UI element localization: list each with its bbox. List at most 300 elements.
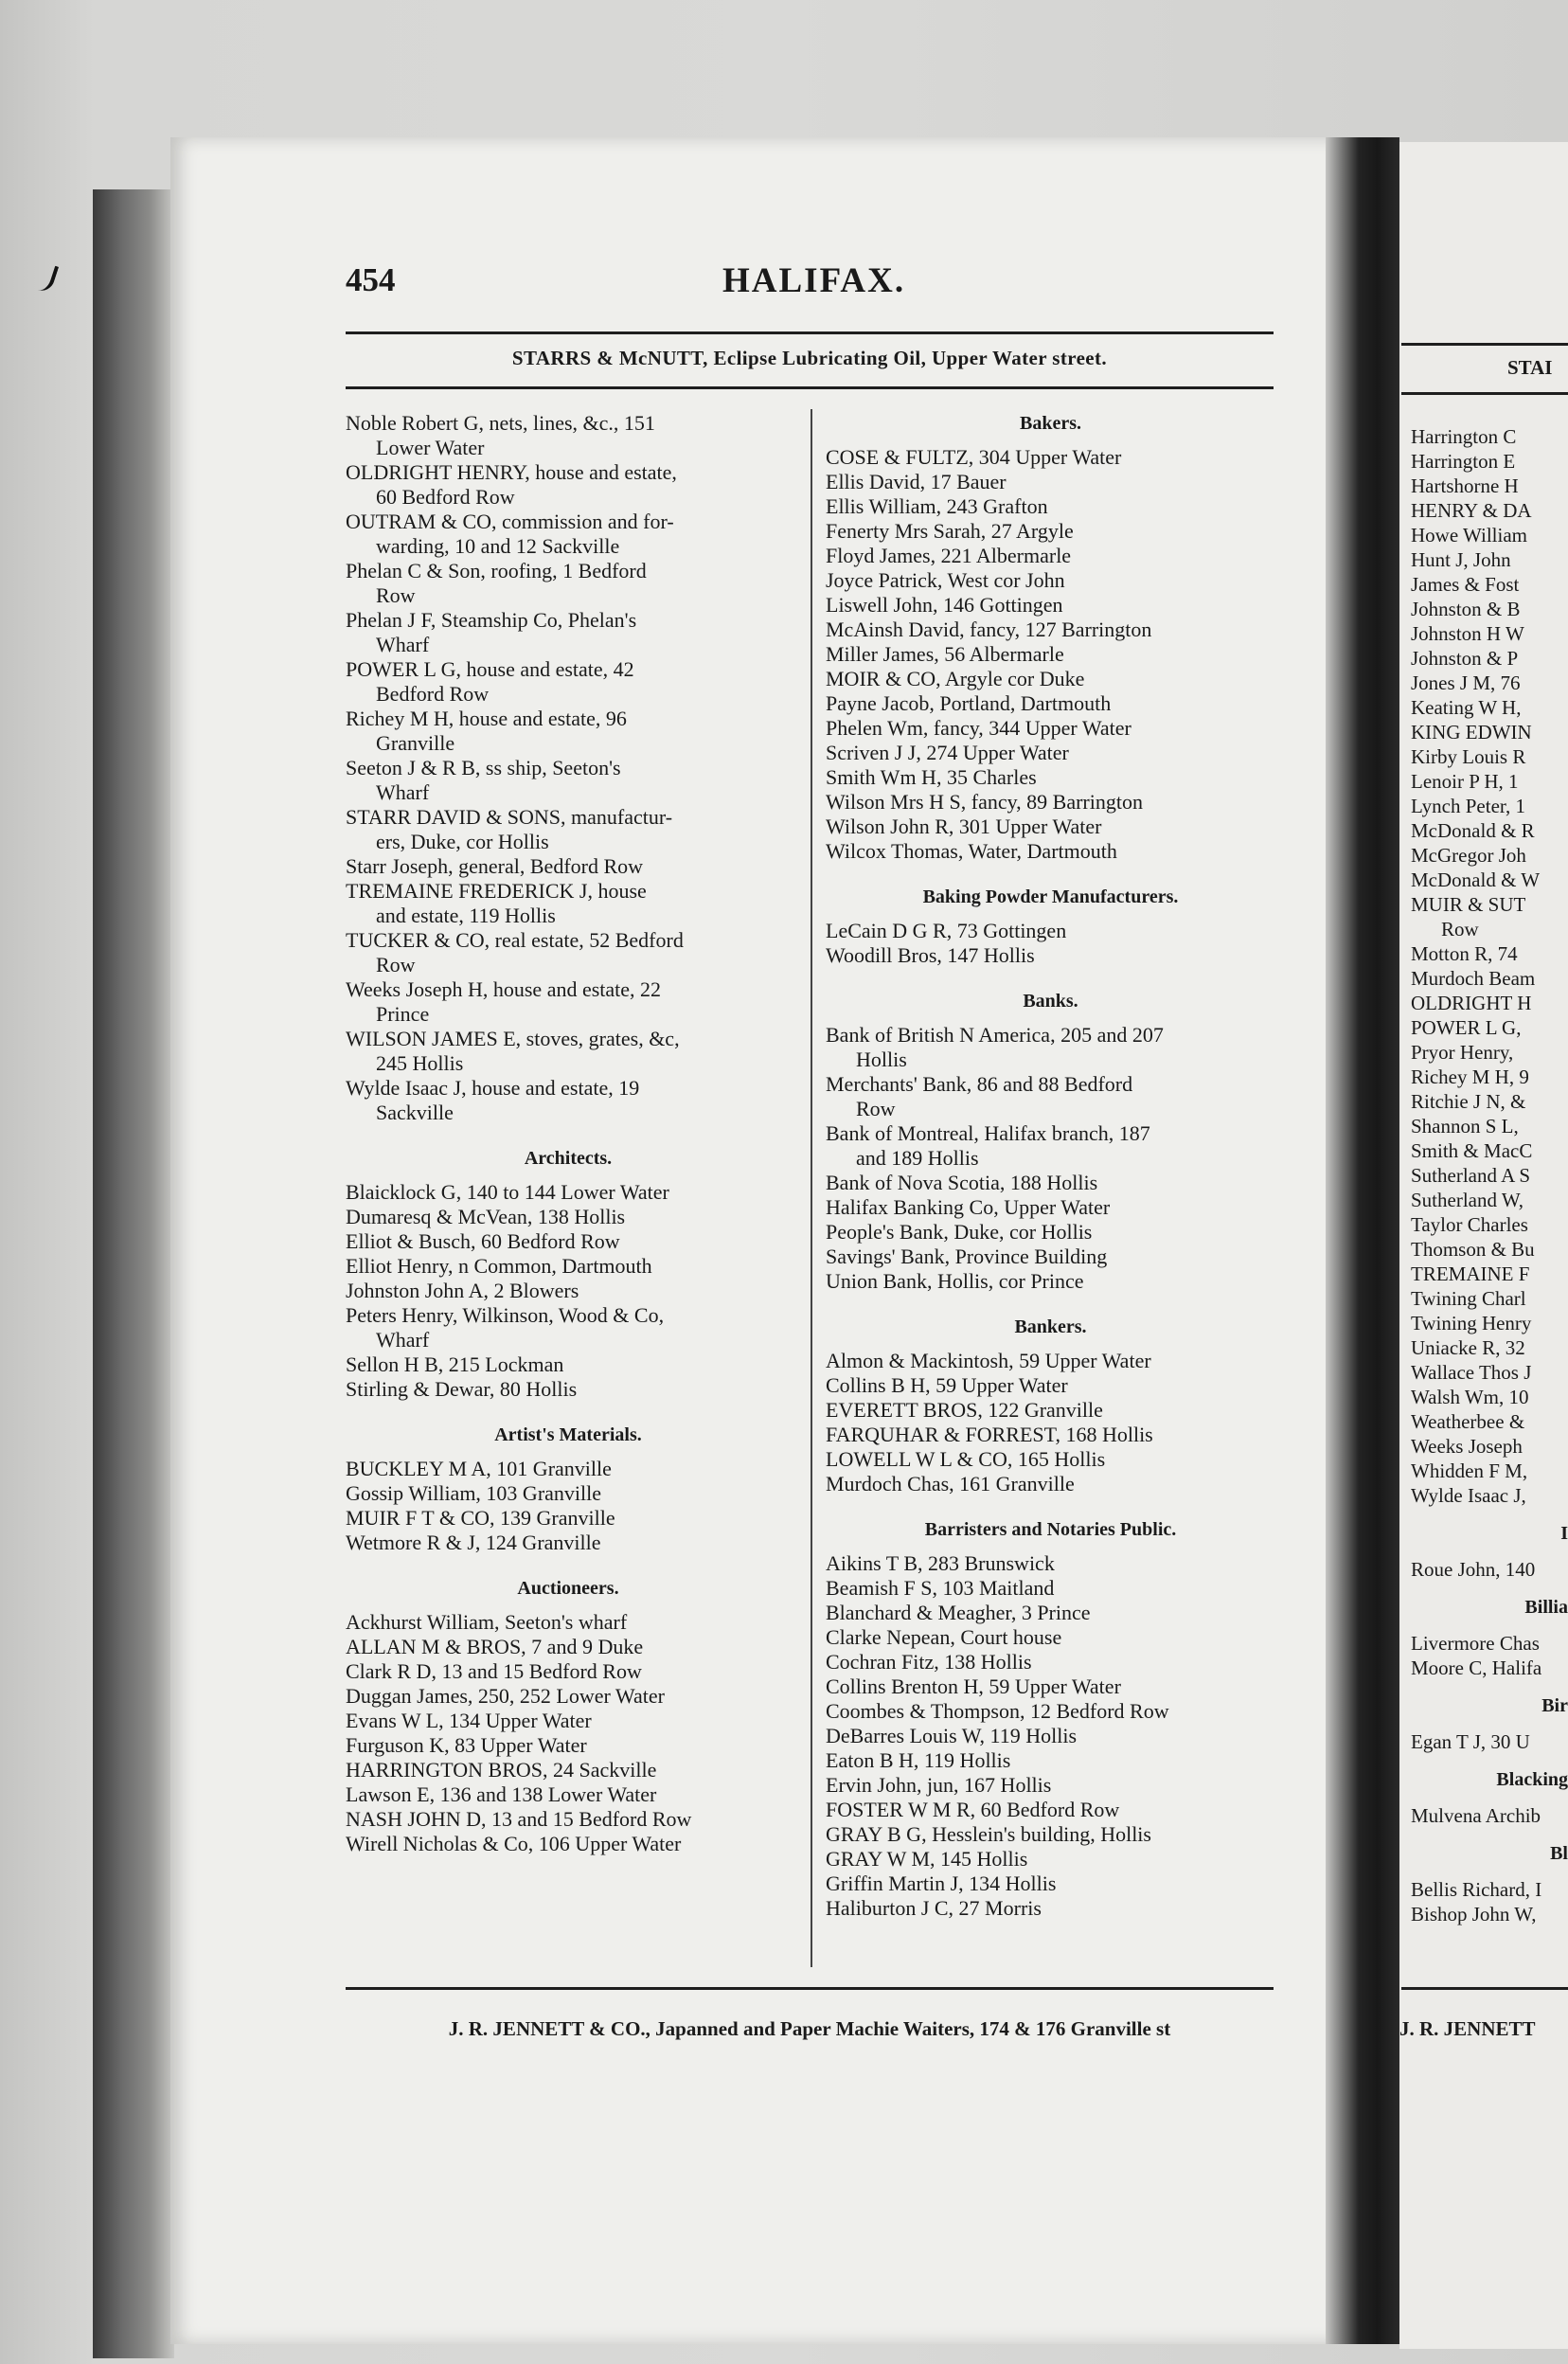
entry-line: Johnston & P [1411,647,1519,670]
directory-entry [826,1551,1275,1576]
entry-line: DeBarres Louis W, 119 Hollis [826,1724,1077,1747]
section-heading: Billia [1524,1597,1568,1618]
directory-entry [826,1822,1275,1847]
directory-entry [826,1423,1275,1447]
entry-line: WILSON JAMES E, stoves, grates, &c, [346,1027,680,1050]
section-heading: Banks. [1023,991,1078,1012]
entry-line: Aikins T B, 283 Brunswick [826,1551,1055,1575]
directory-entry [346,977,791,1027]
entry-line: Richey M H, house and estate, 96 [346,707,627,730]
directory-entry [346,1377,791,1402]
advertising-footer: J. R. JENNETT & CO., Japanned and Paper Machie Waiters, 174 & 176 Granville st [448,2017,1171,2040]
entry-line: Richey M H, 9 [1411,1066,1529,1088]
entry-line: STARR DAVID & SONS, manufactur- [346,805,673,829]
directory-entry [346,1254,791,1279]
directory-entry [1411,695,1568,720]
directory-entry [346,1027,791,1076]
directory-entry [826,716,1275,741]
entry-line: Ackhurst William, Seeton's wharf [346,1610,628,1634]
directory-entry [1411,1262,1568,1286]
directory-entry [826,1798,1275,1822]
directory-entry [826,1699,1275,1724]
entry-line: Johnston H W [1411,622,1524,645]
directory-entry [1411,744,1568,769]
directory-entry [826,741,1275,765]
directory-entry [1411,1114,1568,1138]
directory-entry [826,568,1275,593]
directory-entry [1411,892,1568,941]
entry-line: Murdoch Beam [1411,967,1536,990]
entry-line: Taylor Charles [1411,1213,1528,1236]
directory-entry [826,1576,1275,1601]
directory-entry [346,1531,791,1555]
directory-entry [346,1709,791,1733]
entry-line: Gossip William, 103 Granville [346,1481,602,1505]
directory-entry [1411,1138,1568,1163]
directory-entry [346,559,791,608]
directory-entry [826,1674,1275,1699]
entry-line: Mulvena Archib [1411,1804,1541,1827]
directory-entry [346,1076,791,1125]
right-page-column [1411,424,1568,1926]
entry-line: KING EDWIN [1411,721,1532,743]
section-heading: Barristers and Notaries Public. [924,1519,1177,1540]
entry-line: Eaton B H, 119 Hollis [826,1748,1011,1772]
entry-line: Cochran Fitz, 138 Hollis [826,1650,1032,1674]
directory-entry [1411,1385,1568,1409]
directory-entry [826,691,1275,716]
right-page-footer: J. R. JENNETT [1399,2017,1536,2040]
directory-entry [1411,1409,1568,1434]
entry-line: Bishop John W, [1411,1903,1537,1925]
section-heading: I [1560,1523,1568,1544]
directory-entry [346,1733,791,1758]
entry-line: Harrington C [1411,425,1517,448]
entry-line: Shannon S L, [1411,1115,1519,1137]
entry-line: McDonald & R [1411,819,1535,842]
section-heading: Blacking [1496,1769,1568,1790]
directory-entry [826,1072,1275,1121]
entry-line: MUIR F T & CO, 139 Granville [346,1506,615,1530]
directory-entry [826,445,1275,470]
directory-entry [826,1121,1275,1171]
section-heading: Bir [1541,1695,1568,1716]
directory-entry [1411,671,1568,695]
entry-line: Bellis Richard, I [1411,1878,1542,1901]
entry-line: Payne Jacob, Portland, Dartmouth [826,691,1112,715]
directory-entry [346,1807,791,1832]
directory-entry [1411,572,1568,597]
entry-line: GRAY B G, Hesslein's building, Hollis [826,1822,1151,1846]
middle-column [826,411,1275,1921]
directory-entry [346,707,791,756]
entry-line: Lawson E, 136 and 138 Lower Water [346,1782,657,1806]
entry-line: Stirling & Dewar, 80 Hollis [346,1377,578,1401]
entry-line: Hunt J, John [1411,548,1511,571]
entry-continuation: 60 Bedford Row [376,485,515,509]
entry-line: Roue John, 140 [1411,1558,1536,1581]
directory-entry [1411,1483,1568,1508]
entry-line: Uniacke R, 32 [1411,1336,1525,1359]
directory-entry [826,1447,1275,1472]
entry-line: McGregor Joh [1411,844,1526,867]
entry-line: GRAY W M, 145 Hollis [826,1847,1028,1871]
right-banner-rule-top [1401,343,1568,346]
entry-line: Phelan C & Son, roofing, 1 Bedford [346,559,647,582]
entry-continuation: Wharf [376,1328,430,1352]
directory-entry [1411,1286,1568,1311]
directory-entry [1411,1089,1568,1114]
entry-line: Wirell Nicholas & Co, 106 Upper Water [346,1832,682,1855]
directory-entry [826,790,1275,815]
entry-line: Ellis William, 243 Grafton [826,494,1048,518]
directory-entry [826,1349,1275,1373]
directory-entry [826,494,1275,519]
entry-continuation: 245 Hollis [376,1051,464,1075]
directory-entry [346,1457,791,1481]
directory-entry [826,519,1275,544]
directory-entry [1411,1459,1568,1483]
entry-line: Starr Joseph, general, Bedford Row [346,854,644,878]
directory-entry [1411,1729,1568,1754]
book-spine [93,189,174,2358]
entry-line: Clark R D, 13 and 15 Bedford Row [346,1659,642,1683]
entry-continuation: Prince [376,1002,430,1026]
directory-entry [1411,498,1568,523]
entry-line: Beamish F S, 103 Maitland [826,1576,1055,1600]
directory-entry [346,1684,791,1709]
directory-entry [346,1205,791,1229]
directory-entry [826,1773,1275,1798]
entry-line: Wilcox Thomas, Water, Dartmouth [826,839,1117,863]
directory-entry [826,943,1275,968]
directory-entry [346,1758,791,1782]
section-heading: Bl [1550,1843,1568,1864]
entry-line: Elliot Henry, n Common, Dartmouth [346,1254,652,1278]
entry-line: Wetmore R & J, 124 Granville [346,1531,601,1554]
entry-line: Floyd James, 221 Albermarle [826,544,1072,567]
entry-line: Walsh Wm, 10 [1411,1386,1529,1408]
entry-line: Collins B H, 59 Upper Water [826,1373,1068,1397]
directory-entry [1411,1557,1568,1582]
entry-continuation: Wharf [376,633,430,656]
entry-continuation: Sackville [376,1101,454,1124]
directory-entry [346,657,791,707]
entry-line: Twining Henry [1411,1312,1532,1334]
directory-entry [1411,941,1568,966]
directory-entry [1411,818,1568,843]
entry-line: Blanchard & Meagher, 3 Prince [826,1601,1091,1624]
right-banner-rule-bottom [1401,392,1568,395]
entry-line: Wylde Isaac J, [1411,1484,1526,1507]
directory-entry [826,1872,1275,1896]
directory-entry [1411,1040,1568,1065]
entry-line: Phelan J F, Steamship Co, Phelan's [346,608,637,632]
directory-entry [1411,1434,1568,1459]
directory-entry [1411,597,1568,621]
directory-entry [346,1635,791,1659]
entry-line: EVERETT BROS, 122 Granville [826,1398,1103,1422]
entry-line: MUIR & SUT [1411,893,1526,916]
section-heading: Architects. [524,1148,613,1169]
directory-entry [826,1269,1275,1294]
entry-line: Wylde Isaac J, house and estate, 19 [346,1076,640,1100]
directory-entry [1411,1803,1568,1828]
directory-entry [346,1229,791,1254]
entry-continuation: Row [376,953,416,976]
entry-line: Lynch Peter, 1 [1411,795,1526,817]
directory-entry [826,919,1275,943]
entry-line: OLDRIGHT H [1411,992,1532,1014]
section-heading: Bankers. [1014,1316,1087,1337]
entry-line: FARQUHAR & FORREST, 168 Hollis [826,1423,1153,1446]
entry-line: Phelen Wm, fancy, 344 Upper Water [826,716,1131,740]
directory-entry [1411,1065,1568,1089]
page-title: HALIFAX. [722,261,906,300]
directory-entry [826,1625,1275,1650]
entry-line: FOSTER W M R, 60 Bedford Row [826,1798,1120,1821]
entry-line: Ervin John, jun, 167 Hollis [826,1773,1052,1797]
directory-entry [1411,449,1568,474]
entry-continuation: ers, Duke, cor Hollis [376,830,549,853]
entry-line: Joyce Patrick, West cor John [826,568,1065,592]
directory-entry [346,879,791,928]
directory-entry [1411,1360,1568,1385]
entry-line: Bank of Montreal, Halifax branch, 187 [826,1121,1150,1145]
directory-entry [1411,966,1568,991]
entry-line: Collins Brenton H, 59 Upper Water [826,1674,1121,1698]
directory-entry [826,765,1275,790]
entry-line: Smith & MacC [1411,1139,1533,1162]
entry-line: Union Bank, Hollis, cor Prince [826,1269,1084,1293]
directory-entry [1411,1631,1568,1656]
entry-line: Merchants' Bank, 86 and 88 Bedford [826,1072,1133,1096]
directory-entry [826,1398,1275,1423]
entry-line: Liswell John, 146 Gottingen [826,593,1063,617]
entry-line: COSE & FULTZ, 304 Upper Water [826,445,1122,469]
directory-entry [826,1472,1275,1496]
left-column [346,411,791,1856]
entry-line: Wilson John R, 301 Upper Water [826,815,1102,838]
entry-line: Bank of Nova Scotia, 188 Hollis [826,1171,1098,1194]
directory-entry [1411,1335,1568,1360]
entry-line: Bank of British N America, 205 and 207 [826,1023,1164,1047]
directory-entry [826,1847,1275,1872]
entry-line: Noble Robert G, nets, lines, &c., 151 [346,411,655,435]
entry-line: Ellis David, 17 Bauer [826,470,1007,493]
directory-entry [826,1220,1275,1245]
directory-entry [346,1782,791,1807]
entry-line: OUTRAM & CO, commission and for- [346,510,674,533]
directory-entry [826,1748,1275,1773]
right-page-banner: STAI [1507,356,1553,379]
directory-entry [346,1659,791,1684]
entry-line: BUCKLEY M A, 101 Granville [346,1457,612,1480]
directory-entry [1411,1015,1568,1040]
entry-line: Sellon H B, 215 Lockman [346,1352,564,1376]
directory-entry [1411,1212,1568,1237]
directory-entry [1411,547,1568,572]
section-heading: Artist's Materials. [494,1424,642,1445]
entry-line: McAinsh David, fancy, 127 Barrington [826,618,1152,641]
footer-rule [346,1987,1274,1990]
directory-entry [1411,1877,1568,1902]
entry-line: Lenoir P H, 1 [1411,770,1519,793]
entry-line: Elliot & Busch, 60 Bedford Row [346,1229,620,1253]
entry-line: Miller James, 56 Albermarle [826,642,1064,666]
directory-entry [826,544,1275,568]
entry-continuation: Lower Water [376,436,485,459]
entry-line: Scriven J J, 274 Upper Water [826,741,1069,764]
directory-entry [1411,646,1568,671]
entry-continuation: Wharf [376,780,430,804]
directory-entry [826,1023,1275,1072]
directory-entry [1411,720,1568,744]
entry-line: TUCKER & CO, real estate, 52 Bedford [346,928,684,952]
entry-line: POWER L G, [1411,1016,1522,1039]
entry-line: Twining Charl [1411,1287,1526,1310]
entry-line: Pryor Henry, [1411,1041,1514,1064]
entry-line: Sutherland A S [1411,1164,1531,1187]
directory-entry [1411,769,1568,794]
entry-continuation: Row [856,1097,896,1120]
directory-entry [1411,1311,1568,1335]
entry-line: People's Bank, Duke, cor Hollis [826,1220,1093,1244]
right-footer-rule [1401,1987,1568,1990]
entry-line: Griffin Martin J, 134 Hollis [826,1872,1057,1895]
entry-line: MOIR & CO, Argyle cor Duke [826,667,1085,690]
entry-line: Wilson Mrs H S, fancy, 89 Barrington [826,790,1143,814]
directory-entry [826,839,1275,864]
entry-line: Dumaresq & McVean, 138 Hollis [346,1205,626,1228]
entry-line: Jones J M, 76 [1411,672,1521,694]
directory-entry [826,1245,1275,1269]
directory-entry [826,815,1275,839]
entry-line: LOWELL W L & CO, 165 Hollis [826,1447,1106,1471]
entry-line: Weeks Joseph [1411,1435,1523,1458]
directory-entry [826,667,1275,691]
entry-line: Weatherbee & [1411,1410,1525,1433]
directory-entry [1411,424,1568,449]
directory-entry [1411,1163,1568,1188]
entry-line: POWER L G, house and estate, 42 [346,657,634,681]
entry-line: Livermore Chas [1411,1632,1540,1655]
entry-line: TREMAINE F [1411,1263,1530,1285]
directory-entry [826,642,1275,667]
entry-line: Thomson & Bu [1411,1238,1535,1261]
entry-line: Whidden F M, [1411,1460,1528,1482]
directory-entry [346,1481,791,1506]
directory-entry [826,1601,1275,1625]
entry-line: Furguson K, 83 Upper Water [346,1733,587,1757]
entry-line: Coombes & Thompson, 12 Bedford Row [826,1699,1169,1723]
directory-entry [1411,1902,1568,1926]
directory-entry [826,1171,1275,1195]
directory-entry [1411,1188,1568,1212]
entry-line: McDonald & W [1411,869,1541,891]
entry-continuation: and 189 Hollis [856,1146,979,1170]
entry-line: Savings' Bank, Province Building [826,1245,1108,1268]
directory-entry [346,608,791,657]
directory-entry [346,1610,791,1635]
entry-line: TREMAINE FREDERICK J, house [346,879,647,903]
directory-entry [346,1303,791,1352]
entry-line: Egan T J, 30 U [1411,1730,1530,1753]
page-gutter [1326,137,1399,2344]
entry-continuation: and estate, 119 Hollis [376,904,556,927]
directory-entry [826,593,1275,618]
directory-entry [1411,843,1568,868]
banner-rule-top [346,331,1274,334]
entry-line: HENRY & DA [1411,499,1532,522]
entry-line: Seeton J & R B, ss ship, Seeton's [346,756,621,779]
directory-entry [826,1650,1275,1674]
directory-entry [346,1180,791,1205]
directory-entry [826,1195,1275,1220]
directory-entry [346,928,791,977]
banner-rule-bottom [346,386,1274,389]
entry-line: Wallace Thos J [1411,1361,1532,1384]
entry-line: Sutherland W, [1411,1189,1523,1211]
section-heading: Bakers. [1020,413,1081,434]
entry-line: Ritchie J N, & [1411,1090,1526,1113]
entry-line: Moore C, Halifa [1411,1657,1542,1679]
advertising-banner: STARRS & McNUTT, Eclipse Lubricating Oil, Upper Water street. [511,347,1108,369]
directory-entry [826,470,1275,494]
directory-entry [346,1279,791,1303]
section-heading: Baking Powder Manufacturers. [922,886,1179,907]
entry-line: Kirby Louis R [1411,745,1526,768]
section-heading: Auctioneers. [517,1578,619,1599]
entry-continuation: Hollis [856,1048,907,1071]
directory-entry [346,411,791,460]
directory-entry [826,1373,1275,1398]
directory-entry [826,618,1275,642]
entry-line: Evans W L, 134 Upper Water [346,1709,592,1732]
directory-entry [826,1724,1275,1748]
entry-line: NASH JOHN D, 13 and 15 Bedford Row [346,1807,692,1831]
entry-line: Clarke Nepean, Court house [826,1625,1062,1649]
entry-line: OLDRIGHT HENRY, house and estate, [346,460,677,484]
entry-line: James & Fost [1411,573,1520,596]
directory-entry [1411,991,1568,1015]
directory-entry [1411,1237,1568,1262]
entry-line: ALLAN M & BROS, 7 and 9 Duke [346,1635,644,1658]
directory-entry [1411,474,1568,498]
directory-entry [346,510,791,559]
entry-continuation: Row [376,583,416,607]
entry-line: Duggan James, 250, 252 Lower Water [346,1684,665,1708]
column-divider [811,409,812,1967]
entry-continuation: Row [1441,918,1479,940]
entry-continuation: Bedford Row [376,682,490,706]
directory-entry [1411,868,1568,892]
page-number: 454 [346,261,396,298]
entry-line: Blaicklock G, 140 to 144 Lower Water [346,1180,669,1204]
entry-line: Murdoch Chas, 161 Granville [826,1472,1075,1495]
entry-line: Keating W H, [1411,696,1522,719]
entry-line: Almon & Mackintosh, 59 Upper Water [826,1349,1151,1372]
directory-entry [1411,621,1568,646]
entry-line: Harrington E [1411,450,1516,473]
entry-line: Peters Henry, Wilkinson, Wood & Co, [346,1303,665,1327]
entry-line: Johnston & B [1411,598,1521,620]
directory-entry [346,1506,791,1531]
entry-line: Smith Wm H, 35 Charles [826,765,1037,789]
directory-entry [1411,794,1568,818]
entry-continuation: warding, 10 and 12 Sackville [376,534,620,558]
entry-continuation: Granville [376,731,455,755]
